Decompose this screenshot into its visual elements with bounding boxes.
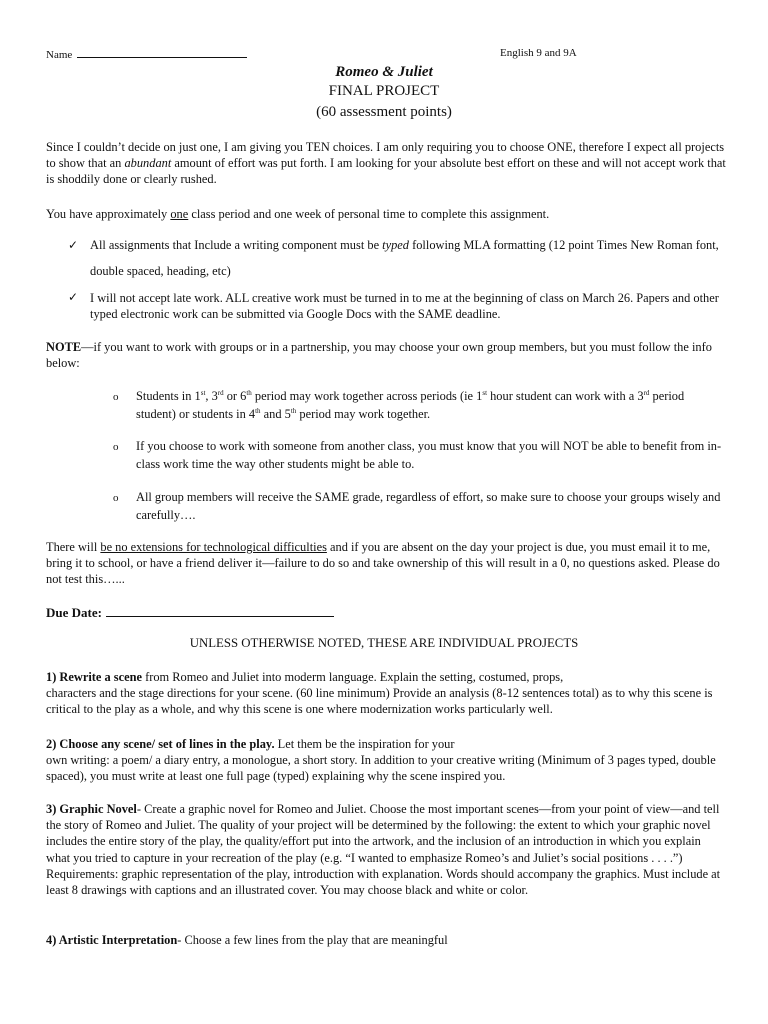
check1-emphasis: typed xyxy=(382,238,410,252)
class-label: English 9 and 9A xyxy=(500,47,577,59)
rule1-text: or 6 xyxy=(223,389,247,403)
intro-paragraph xyxy=(46,139,726,188)
option4-text: - Choose a few lines from the play that are meaningful xyxy=(177,933,448,947)
group-rule-same-grade: All group members will receive the SAME grade, regardless of effort, so make sure to choose your groups wisely and carefully…. xyxy=(136,490,721,522)
option2-title: 2) Choose any scene/ set of lines in the play. xyxy=(46,737,275,751)
option1-text-cont: characters and the stage directions for your scene. (60 line minimum) Provide an analysis (8-12 sentences total) as to why this scene is critical to the play as a whole, and why this scene is one where modernization works particularly well. xyxy=(46,686,713,717)
option3-text: - Create a graphic novel for Romeo and Juliet. Choose the most important scenes—from your point of view—and tell the story of Romeo and Juliet. The quality of your project will be determined by the following: the extent to which your graphic novel includes the entire story of the play, the quality/effort put into the artwork, and the inclusion of an introduction in which you explain what you tried to capture in your recreation of the play (e.g. “I wanted to emphasize Romeo’s and Juliet’s social positions . . . .”) Requirements: graphic representation of the play, introduction with explanation. Words should accompany the graphics. Must include at least 8 drawings with captions and an illustrated cover. You may choose black and white or color. xyxy=(46,802,721,898)
rule1-text: and 5 xyxy=(260,407,291,421)
note-text: —if you want to work with groups or in a partnership, you may choose your own group members, but you must follow the info below: xyxy=(46,340,712,371)
ext-text-a: There will xyxy=(46,540,101,554)
name-label: Name xyxy=(46,49,73,61)
option-choose-scene xyxy=(46,736,726,785)
option2-text-cont: own writing: a poem/ a diary entry, a monologue, a short story. In addition to your creative writing (Minimum of 3 pages typed, double spaced), you must write at least one full page (typed) explaining why the scene inspired you. xyxy=(46,753,716,784)
rule1-sup: th xyxy=(290,406,297,415)
checkmark-icon: ✓ xyxy=(68,238,79,252)
rule1-text: , 3 xyxy=(205,389,218,403)
name-blank-line xyxy=(77,47,247,58)
due-date-blank-line xyxy=(106,606,334,617)
rule1-sup: st xyxy=(200,388,206,397)
group-rule-periods xyxy=(136,387,726,423)
checklist-item-mla xyxy=(90,232,730,284)
intro-text-a: Since I couldn’t decide on just one, I am giving you TEN choices. I am only requiring you to choose ONE, therefore I expect all projects to show that an xyxy=(46,140,725,171)
note-paragraph xyxy=(46,339,726,371)
option-graphic-novel xyxy=(46,801,726,898)
time-text-b: class period and one week of personal time to complete this assignment. xyxy=(188,207,550,221)
due-date-label: Due Date: xyxy=(46,605,102,620)
checklist-item-late-work: I will not accept late work. ALL creative work must be turned in to me at the beginning of class on March 26. Papers and other typed electronic work can be submitted via Google Docs with the SAME deadline. xyxy=(90,291,719,322)
check1-text-a: All assignments that Include a writing component must be xyxy=(90,238,383,252)
document-subtitle: FINAL PROJECT xyxy=(328,83,440,99)
circle-bullet-icon: o xyxy=(113,441,119,453)
option1-text: from Romeo and Juliet into moderm language. Explain the setting, costumed, props, xyxy=(142,670,564,684)
option-artistic-interpretation xyxy=(46,932,726,948)
option4-title: 4) Artistic Interpretation xyxy=(46,933,178,947)
intro-emphasis: abundant xyxy=(124,156,172,171)
rule1-sup: th xyxy=(246,388,252,397)
rule1-text: period may work together across periods (ie 1 xyxy=(251,389,483,403)
rule1-sup: rd xyxy=(643,388,650,397)
rule1-text: hour student can work with a 3 xyxy=(487,389,644,403)
circle-bullet-icon: o xyxy=(113,391,119,403)
option3-title: 3) Graphic Novel xyxy=(46,802,137,816)
circle-bullet-icon: o xyxy=(113,492,119,504)
extensions-paragraph xyxy=(46,539,726,588)
document-title: Romeo & Juliet xyxy=(335,64,433,80)
rule1-sup: st xyxy=(482,388,488,397)
option2-text: Let them be the inspiration for your xyxy=(274,737,455,751)
rule1-sup: rd xyxy=(217,388,224,397)
check1-text-b: following MLA formatting (12 point Times New Roman font, double spaced, heading, etc) xyxy=(90,238,719,278)
rule1-text: period may work together. xyxy=(296,407,431,421)
rule1-text: period student) or students in 4 xyxy=(136,389,685,421)
time-underline: one xyxy=(170,207,189,221)
time-text-a: You have approximately xyxy=(46,207,171,221)
time-paragraph xyxy=(46,206,726,222)
assessment-points: (60 assessment points) xyxy=(316,104,452,120)
individual-projects-notice: UNLESS OTHERWISE NOTED, THESE ARE INDIVIDUAL PROJECTS xyxy=(189,636,579,650)
intro-text-b: amount of effort was put forth. I am looking for your absolute best effort on these and will not accept work that is shoddily done or clearly rushed. xyxy=(46,156,726,187)
ext-text-b: and if you are absent on the day your project is due, you must email it to me, bring it to school, or have a friend deliver it—failure to do so and take ownership of this will result in a 0, no questions asked. Please do not test this…... xyxy=(46,540,720,587)
checkmark-icon: ✓ xyxy=(68,290,79,304)
due-date xyxy=(46,605,334,621)
note-lead: NOTE xyxy=(46,340,82,354)
group-rule-other-class: If you choose to work with someone from another class, you must know that you will NOT be able to benefit from in-class work time the way other students might be able to. xyxy=(136,439,722,471)
name-field xyxy=(46,47,247,61)
rule1-sup: th xyxy=(255,406,261,415)
ext-underline: be no extensions for technological difficulties xyxy=(100,540,327,554)
rule1-text: Students in 1 xyxy=(136,389,201,403)
option-rewrite-scene xyxy=(46,669,726,718)
option1-title: 1) Rewrite a scene xyxy=(46,670,142,684)
